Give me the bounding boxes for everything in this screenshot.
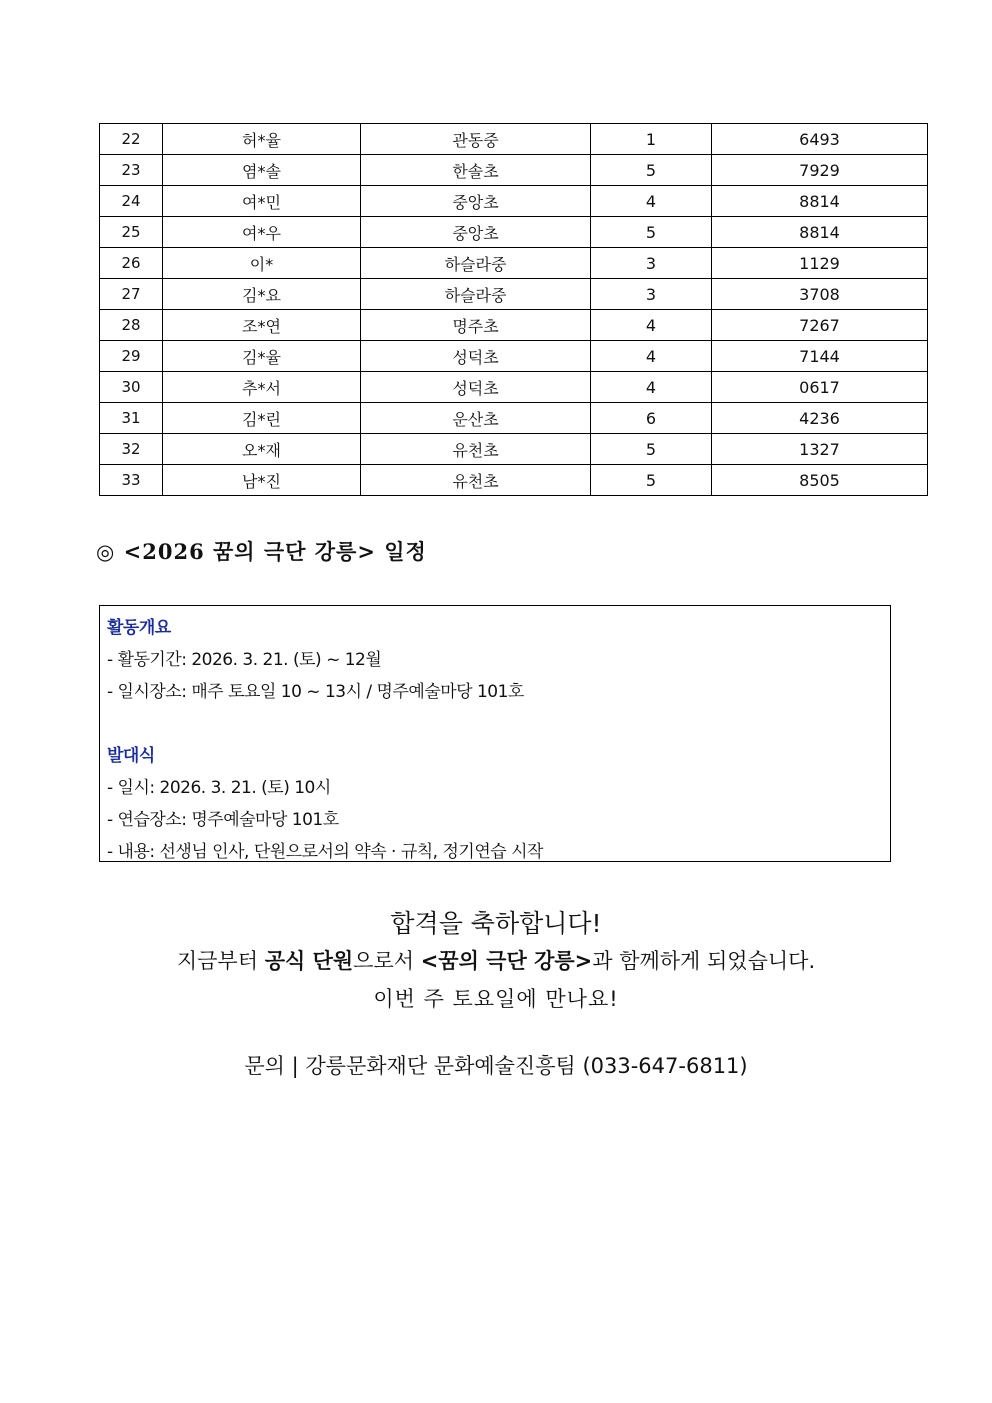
roster-body bbox=[100, 124, 928, 496]
cell-grade: 5 bbox=[591, 434, 712, 465]
cell-name: 추*서 bbox=[163, 372, 361, 403]
cell-name: 김*린 bbox=[163, 403, 361, 434]
cell-grade: 6 bbox=[591, 403, 712, 434]
cell-grade: 4 bbox=[591, 372, 712, 403]
cell-code: 7144 bbox=[712, 341, 928, 372]
cell-school: 중앙초 bbox=[361, 186, 591, 217]
ceremony-heading: 발대식 bbox=[107, 746, 155, 766]
roster-row bbox=[100, 248, 928, 279]
cell-code: 1327 bbox=[712, 434, 928, 465]
contact-info: 문의 | 강릉문화재단 문화예술진흥팀 (033-647-6811) bbox=[244, 1054, 748, 1078]
roster-row bbox=[100, 279, 928, 310]
cell-school: 중앙초 bbox=[361, 217, 591, 248]
cell-school: 명주초 bbox=[361, 310, 591, 341]
cell-name: 여*민 bbox=[163, 186, 361, 217]
roster-row bbox=[100, 403, 928, 434]
cell-name: 허*율 bbox=[163, 124, 361, 155]
cell-number: 22 bbox=[100, 124, 163, 155]
cell-code: 0617 bbox=[712, 372, 928, 403]
cell-school: 유천초 bbox=[361, 434, 591, 465]
schedule-box bbox=[99, 605, 891, 862]
cell-number: 26 bbox=[100, 248, 163, 279]
cell-name: 여*우 bbox=[163, 217, 361, 248]
msg-part: 지금부터 bbox=[176, 949, 265, 973]
msg-troupe-name: <꿈의 극단 강릉> bbox=[420, 949, 593, 973]
ceremony-line: - 일시: 2026. 3. 21. (토) 10시 bbox=[107, 778, 331, 798]
cell-school: 한솔초 bbox=[361, 155, 591, 186]
cell-school: 성덕초 bbox=[361, 341, 591, 372]
roster-table bbox=[99, 123, 928, 496]
overview-line: - 일시장소: 매주 토요일 10 ~ 13시 / 명주예술마당 101호 bbox=[107, 682, 524, 702]
ceremony-line: - 내용: 선생님 인사, 단원으로서의 약속 · 규칙, 정기연습 시작 bbox=[107, 842, 543, 862]
overview-line: - 활동기간: 2026. 3. 21. (토) ~ 12월 bbox=[107, 650, 382, 670]
cell-school: 하슬라중 bbox=[361, 248, 591, 279]
roster-row bbox=[100, 155, 928, 186]
cell-name: 김*율 bbox=[163, 341, 361, 372]
cell-grade: 4 bbox=[591, 341, 712, 372]
cell-code: 7929 bbox=[712, 155, 928, 186]
ceremony-line: - 연습장소: 명주예술마당 101호 bbox=[107, 810, 339, 830]
roster-row bbox=[100, 341, 928, 372]
cell-number: 24 bbox=[100, 186, 163, 217]
cell-number: 28 bbox=[100, 310, 163, 341]
msg-official-member: 공식 단원 bbox=[264, 949, 354, 973]
msg-part: 과 함께하게 되었습니다. bbox=[592, 949, 816, 973]
roster-row bbox=[100, 124, 928, 155]
cell-name: 오*재 bbox=[163, 434, 361, 465]
cell-code: 8814 bbox=[712, 186, 928, 217]
cell-code: 1129 bbox=[712, 248, 928, 279]
congrats-see-you: 이번 주 토요일에 만나요! bbox=[373, 987, 619, 1011]
cell-number: 27 bbox=[100, 279, 163, 310]
cell-grade: 4 bbox=[591, 186, 712, 217]
cell-number: 23 bbox=[100, 155, 163, 186]
overview-heading: 활동개요 bbox=[107, 618, 171, 638]
cell-code: 7267 bbox=[712, 310, 928, 341]
cell-number: 32 bbox=[100, 434, 163, 465]
congrats-title: 합격을 축하합니다! bbox=[390, 909, 602, 938]
cell-school: 하슬라중 bbox=[361, 279, 591, 310]
roster-row bbox=[100, 372, 928, 403]
cell-number: 31 bbox=[100, 403, 163, 434]
schedule-title: ◎ <2026 꿈의 극단 강릉> 일정 bbox=[96, 539, 427, 564]
cell-school: 성덕초 bbox=[361, 372, 591, 403]
cell-name: 남*진 bbox=[163, 465, 361, 496]
cell-name: 이* bbox=[163, 248, 361, 279]
cell-grade: 5 bbox=[591, 155, 712, 186]
cell-school: 관동중 bbox=[361, 124, 591, 155]
cell-number: 25 bbox=[100, 217, 163, 248]
cell-code: 8505 bbox=[712, 465, 928, 496]
cell-code: 4236 bbox=[712, 403, 928, 434]
cell-grade: 5 bbox=[591, 217, 712, 248]
cell-code: 8814 bbox=[712, 217, 928, 248]
cell-school: 운산초 bbox=[361, 403, 591, 434]
roster-row bbox=[100, 310, 928, 341]
cell-name: 염*솔 bbox=[163, 155, 361, 186]
cell-school: 유천초 bbox=[361, 465, 591, 496]
roster-row bbox=[100, 217, 928, 248]
cell-grade: 3 bbox=[591, 248, 712, 279]
cell-grade: 3 bbox=[591, 279, 712, 310]
cell-number: 33 bbox=[100, 465, 163, 496]
cell-code: 6493 bbox=[712, 124, 928, 155]
roster-row bbox=[100, 186, 928, 217]
cell-number: 29 bbox=[100, 341, 163, 372]
cell-grade: 5 bbox=[591, 465, 712, 496]
cell-name: 조*연 bbox=[163, 310, 361, 341]
roster-row bbox=[100, 465, 928, 496]
cell-code: 3708 bbox=[712, 279, 928, 310]
roster-row bbox=[100, 434, 928, 465]
cell-number: 30 bbox=[100, 372, 163, 403]
msg-part: 으로서 bbox=[353, 949, 421, 973]
congrats-message bbox=[0, 945, 992, 975]
cell-grade: 4 bbox=[591, 310, 712, 341]
cell-name: 김*요 bbox=[163, 279, 361, 310]
cell-grade: 1 bbox=[591, 124, 712, 155]
